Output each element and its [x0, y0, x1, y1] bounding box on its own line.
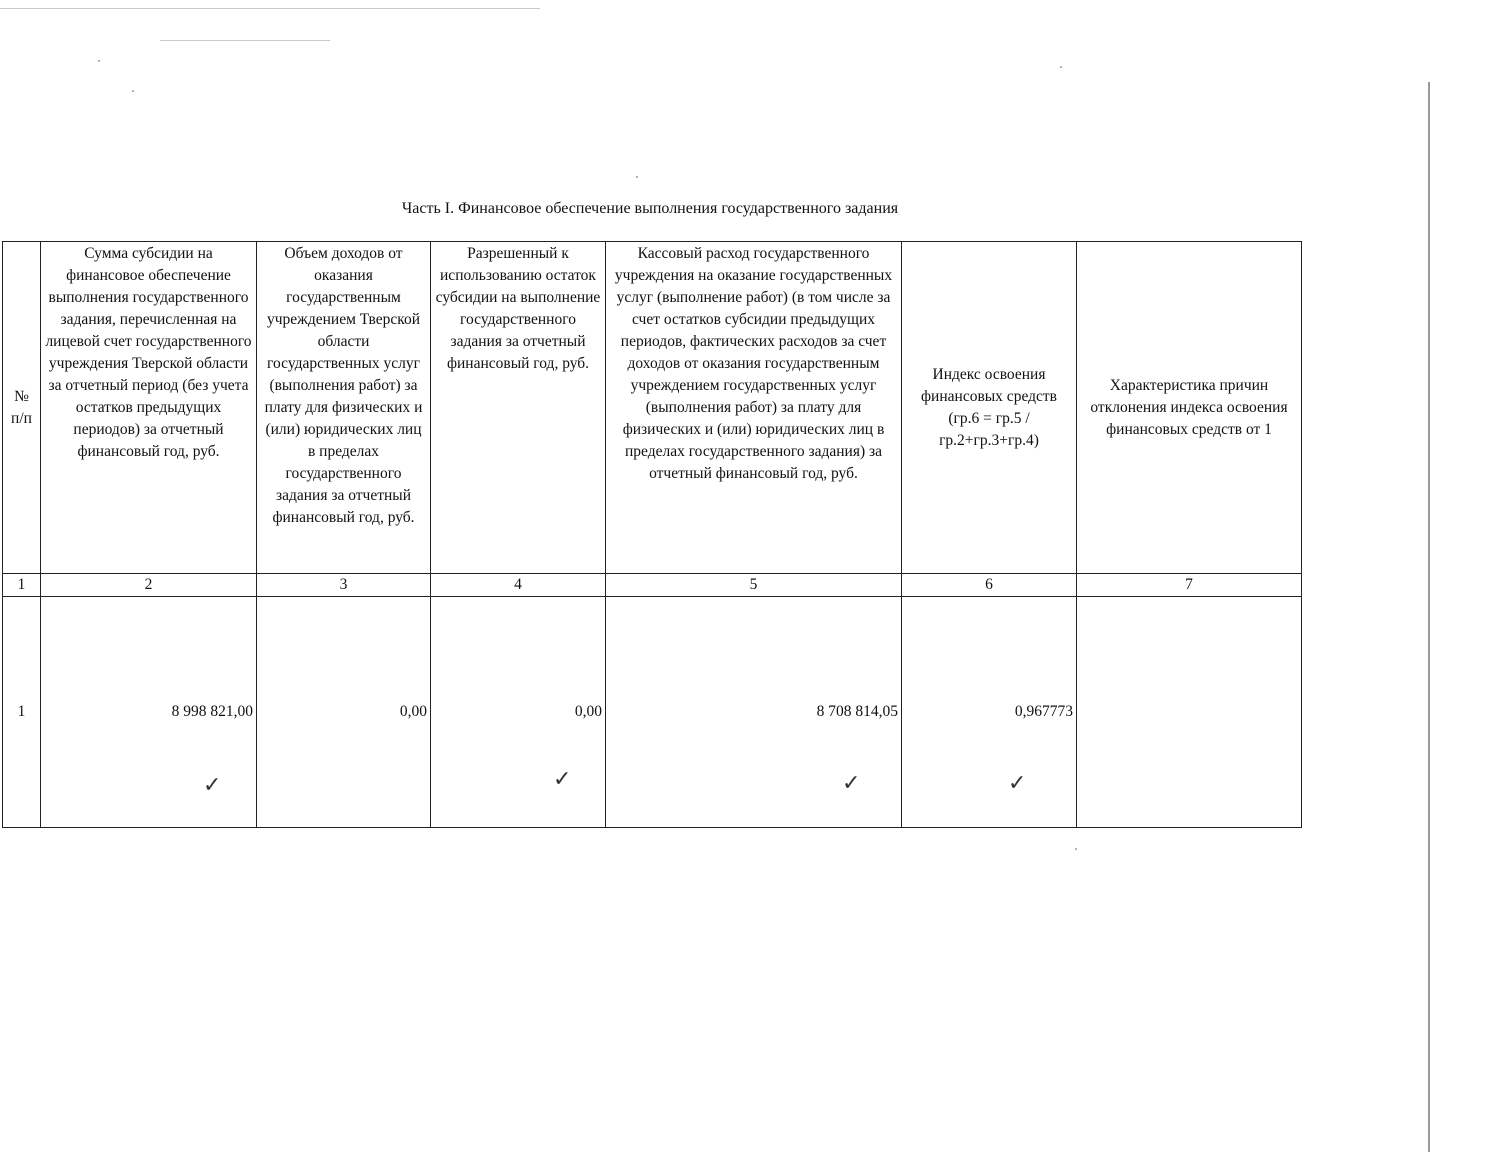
row-number — [3, 597, 41, 828]
deviation-reason-cell — [1077, 597, 1302, 828]
checkmark-icon: ✓ — [203, 773, 222, 798]
index-cell — [902, 597, 1077, 828]
subsidy-amount-cell — [41, 597, 257, 828]
column-number: 6 — [902, 574, 1077, 597]
header-cell-number: № п/п — [3, 242, 41, 574]
checkmark-icon: ✓ — [553, 767, 572, 792]
header-cell-cash-expense: Кассовый расход государственного учреждения на оказание государственных услуг (выполнение работ) (в том числе за счет остатков субсидии предыдущих периодов, фактических расходов за счет доходов от оказания государственным учреждением государственных услуг (выполнения работ) за плату для физических и (или) юридических лиц в пределах государственного задания) за отчетный финансовый год, руб. — [606, 242, 902, 574]
cash-expense-amount: 8 708 814,05 — [816, 703, 898, 720]
column-number-row — [3, 574, 1302, 597]
header-cell-deviation-reason: Характеристика причин отклонения индекса освоения финансовых средств от 1 — [1077, 242, 1302, 574]
table-header-row — [3, 242, 1302, 574]
scan-speck — [636, 176, 638, 178]
header-cell-subsidy: Сумма субсидии на финансовое обеспечение выполнения государственного задания, перечисленная на лицевой счет государственного учреждения Тверской области за отчетный период (без учета остатков предыдущих периодов) за отчетный финансовый год, руб. — [41, 242, 257, 574]
column-number: 4 — [431, 574, 606, 597]
allowed-balance-amount: 0,00 — [574, 703, 602, 720]
scan-artifact-line — [0, 8, 540, 9]
checkmark-icon: ✓ — [842, 771, 861, 796]
column-number: 7 — [1077, 574, 1302, 597]
table-row — [3, 597, 1302, 828]
allowed-balance-cell — [431, 597, 606, 828]
header-cell-allowed-balance: Разрешенный к использованию остаток субсидии на выполнение государственного задания за отчетный финансовый год, руб. — [431, 242, 606, 574]
scan-speck — [1075, 848, 1077, 850]
column-number: 2 — [41, 574, 257, 597]
column-number: 3 — [257, 574, 431, 597]
subsidy-amount: 8 998 821,00 — [171, 703, 253, 720]
scan-speck — [1060, 66, 1062, 68]
scan-artifact-stroke — [160, 40, 330, 41]
column-number: 1 — [3, 574, 41, 597]
document-title: Часть I. Финансовое обеспечение выполнения государственного задания — [401, 200, 899, 217]
scan-speck — [98, 60, 100, 62]
checkmark-icon: ✓ — [1008, 771, 1027, 796]
income-amount: 0,00 — [399, 703, 427, 720]
financial-table — [2, 241, 1302, 828]
column-number: 5 — [606, 574, 902, 597]
index-value: 0,967773 — [1014, 703, 1073, 720]
income-amount-cell — [257, 597, 431, 828]
header-cell-income: Объем доходов от оказания государственным учреждением Тверской области государственных услуг (выполнения работ) за плату для физических и (или) юридических лиц в пределах государственного задания за отчетный финансовый год, руб. — [257, 242, 431, 574]
row-number-value: 1 — [17, 703, 26, 720]
header-cell-index: Индекс освоения финансовых средств (гр.6 = гр.5 / гр.2+гр.3+гр.4) — [902, 242, 1077, 574]
cash-expense-cell — [606, 597, 902, 828]
scan-page-edge — [1428, 82, 1430, 1152]
scan-speck — [132, 90, 134, 92]
